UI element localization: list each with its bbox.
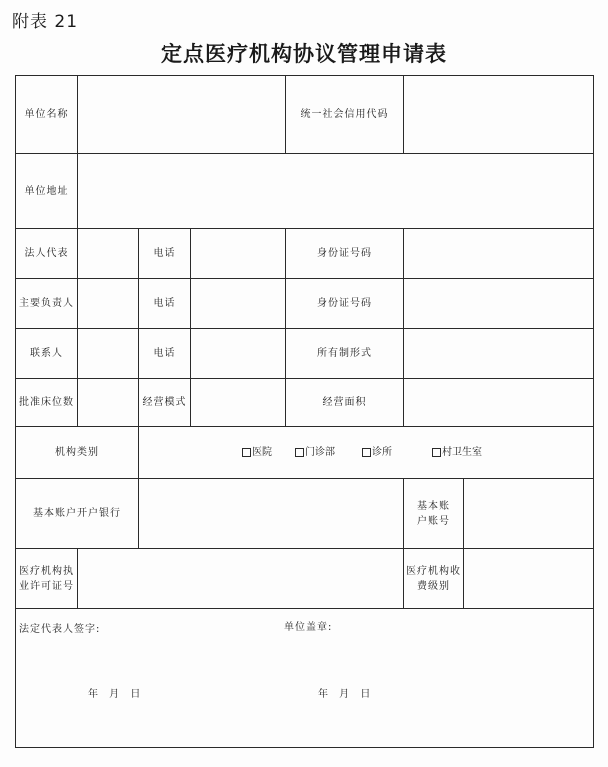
checkbox-icon[interactable] xyxy=(295,448,304,457)
bank-field[interactable] xyxy=(139,479,404,549)
checkbox-icon[interactable] xyxy=(242,448,251,457)
business-area-label: 经营面积 xyxy=(286,379,404,427)
option-clinic-label: 诊所 xyxy=(372,447,392,458)
row-signatures xyxy=(16,609,594,748)
business-area-field[interactable] xyxy=(404,379,594,427)
beds-label: 批准床位数 xyxy=(16,379,78,427)
legal-rep-phone-label: 电话 xyxy=(139,229,191,279)
ownership-label: 所有制形式 xyxy=(286,329,404,379)
date-left: 年 月 日 xyxy=(88,689,142,700)
credit-code-label: 统一社会信用代码 xyxy=(286,76,404,154)
option-hospital[interactable] xyxy=(242,445,272,460)
category-options xyxy=(139,427,594,479)
checkbox-icon[interactable] xyxy=(362,448,371,457)
legal-rep-id-field[interactable] xyxy=(404,229,594,279)
fee-level-field[interactable] xyxy=(464,549,594,609)
row-legal-rep xyxy=(16,229,594,279)
business-mode-label: 经营模式 xyxy=(139,379,191,427)
contact-phone-label: 电话 xyxy=(139,329,191,379)
unit-seal-label: 单位盖章: xyxy=(284,622,333,633)
option-outpatient-dept-label: 门诊部 xyxy=(305,447,335,458)
legal-rep-label: 法人代表 xyxy=(16,229,78,279)
row-principal xyxy=(16,279,594,329)
option-village-clinic-label: 村卫生室 xyxy=(442,447,482,458)
row-contact xyxy=(16,329,594,379)
fee-level-label: 医疗机构收费级别 xyxy=(404,549,464,609)
credit-code-field[interactable] xyxy=(404,76,594,154)
account-label: 基本账户账号 xyxy=(404,479,464,549)
application-form xyxy=(15,75,594,748)
option-outpatient-dept[interactable] xyxy=(295,445,335,460)
row-bank xyxy=(16,479,594,549)
license-label: 医疗机构执业许可证号 xyxy=(16,549,78,609)
row-beds xyxy=(16,379,594,427)
option-village-clinic[interactable] xyxy=(432,445,482,460)
option-hospital-label: 医院 xyxy=(252,447,272,458)
date-right: 年 月 日 xyxy=(318,689,372,700)
principal-id-field[interactable] xyxy=(404,279,594,329)
contact-phone-field[interactable] xyxy=(191,329,286,379)
legal-rep-field[interactable] xyxy=(78,229,139,279)
principal-phone-field[interactable] xyxy=(191,279,286,329)
row-license xyxy=(16,549,594,609)
signature-area[interactable] xyxy=(16,609,594,748)
ownership-field[interactable] xyxy=(404,329,594,379)
beds-field[interactable] xyxy=(78,379,139,427)
business-mode-field[interactable] xyxy=(191,379,286,427)
unit-name-field[interactable] xyxy=(78,76,286,154)
row-category xyxy=(16,427,594,479)
page-title: 定点医疗机构协议管理申请表 xyxy=(161,42,447,66)
principal-field[interactable] xyxy=(78,279,139,329)
option-clinic[interactable] xyxy=(362,445,392,460)
principal-id-label: 身份证号码 xyxy=(286,279,404,329)
unit-name-label: 单位名称 xyxy=(16,76,78,154)
address-label: 单位地址 xyxy=(16,154,78,229)
legal-rep-id-label: 身份证号码 xyxy=(286,229,404,279)
category-label: 机构类别 xyxy=(16,427,139,479)
principal-phone-label: 电话 xyxy=(139,279,191,329)
legal-rep-signature-label: 法定代表人签字: xyxy=(19,624,101,635)
legal-rep-phone-field[interactable] xyxy=(191,229,286,279)
account-field[interactable] xyxy=(464,479,594,549)
contact-label: 联系人 xyxy=(16,329,78,379)
checkbox-icon[interactable] xyxy=(432,448,441,457)
license-field[interactable] xyxy=(78,549,404,609)
bank-label: 基本账户开户银行 xyxy=(16,479,139,549)
row-address xyxy=(16,154,594,229)
contact-field[interactable] xyxy=(78,329,139,379)
appendix-label: 附表 21 xyxy=(12,12,79,32)
address-field[interactable] xyxy=(78,154,594,229)
principal-label: 主要负责人 xyxy=(16,279,78,329)
row-unit-name xyxy=(16,76,594,154)
